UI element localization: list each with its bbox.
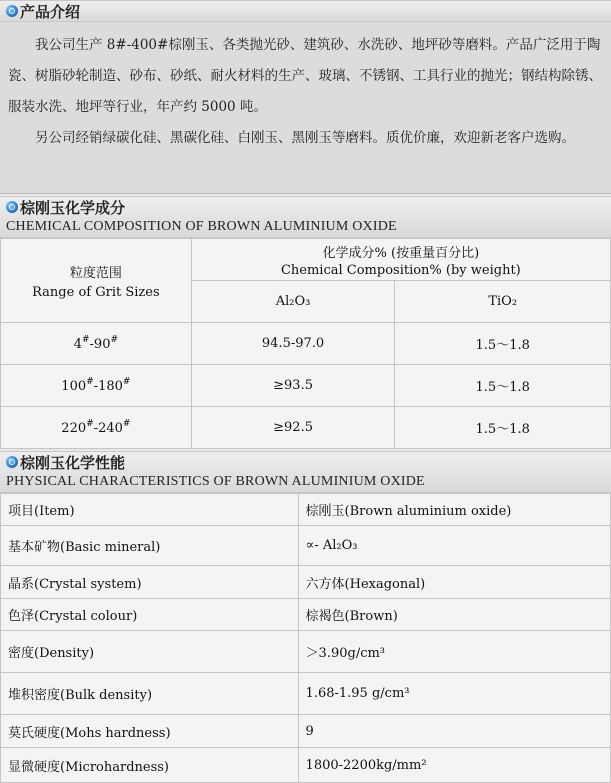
table-row <box>1 599 611 631</box>
tio2-value: 1.5～1.8 <box>395 407 611 449</box>
al2o3-value: ≥92.5 <box>191 407 395 449</box>
property-name: 密度(Density) <box>1 631 299 673</box>
property-value: ＞3.90g/cm³ <box>298 631 610 673</box>
property-name: 堆积密度(Bulk density) <box>1 673 299 715</box>
chemical-composition-table <box>0 238 611 449</box>
section-title: 棕刚玉化学性能 <box>20 453 126 472</box>
grit-range: 100#-180# <box>1 365 192 407</box>
property-name: 莫氏硬度(Mohs hardness) <box>1 715 299 748</box>
intro-paragraph-1: 我公司生产 8#-400#棕刚玉、各类抛光砂、建筑砂、水洗砂、地坪砂等磨料。产品广泛用于陶瓷、树脂砂轮制造、砂布、砂纸、耐火材料的生产、玻璃、不锈钢、工具行业的抛光；钢结构除锈、服装水洗、地坪等行业，年产约 5000 吨。 <box>8 37 602 115</box>
property-name: 基本矿物(Basic mineral) <box>1 526 299 566</box>
al2o3-header: Al₂O₃ <box>191 281 395 323</box>
property-value: 六方体(Hexagonal) <box>298 566 610 599</box>
grit-header-en: Range of Grit Sizes <box>32 284 160 300</box>
property-name: 晶系(Crystal system) <box>1 566 299 599</box>
property-value: 1800-2200kg/mm² <box>298 748 610 783</box>
property-name: 项目(Item) <box>1 494 299 526</box>
table-row <box>1 715 611 748</box>
physical-characteristics-table <box>0 493 611 783</box>
property-name: 色泽(Crystal colour) <box>1 599 299 631</box>
property-value: ∝- Al₂O₃ <box>298 526 610 566</box>
table-row <box>1 323 611 365</box>
property-value: 棕刚玉(Brown aluminium oxide) <box>298 494 610 526</box>
tio2-value: 1.5～1.8 <box>395 323 611 365</box>
al2o3-value: ≥93.5 <box>191 365 395 407</box>
intro-paragraph-2: 另公司经销绿碳化硅、黑碳化硅、白刚玉、黑刚玉等磨料。质优价廉，欢迎新老客户选购。 <box>35 130 575 146</box>
tio2-value: 1.5～1.8 <box>395 365 611 407</box>
section-header-physical <box>0 451 611 493</box>
table-row <box>1 566 611 599</box>
table-row <box>1 673 611 715</box>
blue-circle-bullet-icon <box>6 201 18 213</box>
section-header-chemical <box>0 196 611 238</box>
section-subtitle: CHEMICAL COMPOSITION OF BROWN ALUMINIUM OXIDE <box>6 219 397 234</box>
grit-header-cn: 粒度范围 <box>69 265 122 281</box>
table-row <box>1 631 611 673</box>
section-title: 棕刚玉化学成分 <box>20 198 126 217</box>
composition-header-en: Chemical Composition% (by weight) <box>280 262 521 278</box>
grit-range: 4#-90# <box>1 323 192 365</box>
blue-circle-bullet-icon <box>6 456 18 468</box>
section-title: 产品介绍 <box>20 2 81 21</box>
table-row <box>1 748 611 783</box>
composition-header-cn: 化学成分% (按重量百分比) <box>322 245 480 261</box>
grit-header-cell <box>1 239 192 323</box>
property-value: 1.68-1.95 g/cm³ <box>298 673 610 715</box>
property-name: 显微硬度(Microhardness) <box>1 748 299 783</box>
section-subtitle: PHYSICAL CHARACTERISTICS OF BROWN ALUMINIUM OXIDE <box>6 474 425 489</box>
table-row <box>1 494 611 526</box>
grit-range: 220#-240# <box>1 407 192 449</box>
section-header-intro <box>0 0 611 22</box>
al2o3-value: 94.5-97.0 <box>191 323 395 365</box>
property-value: 9 <box>298 715 610 748</box>
table-row <box>1 526 611 566</box>
table-row <box>1 365 611 407</box>
composition-header-cell <box>191 239 610 281</box>
tio2-header: TiO₂ <box>395 281 611 323</box>
blue-circle-bullet-icon <box>6 5 18 17</box>
table-row <box>1 407 611 449</box>
property-value: 棕褐色(Brown) <box>298 599 610 631</box>
product-intro-block <box>0 22 611 194</box>
